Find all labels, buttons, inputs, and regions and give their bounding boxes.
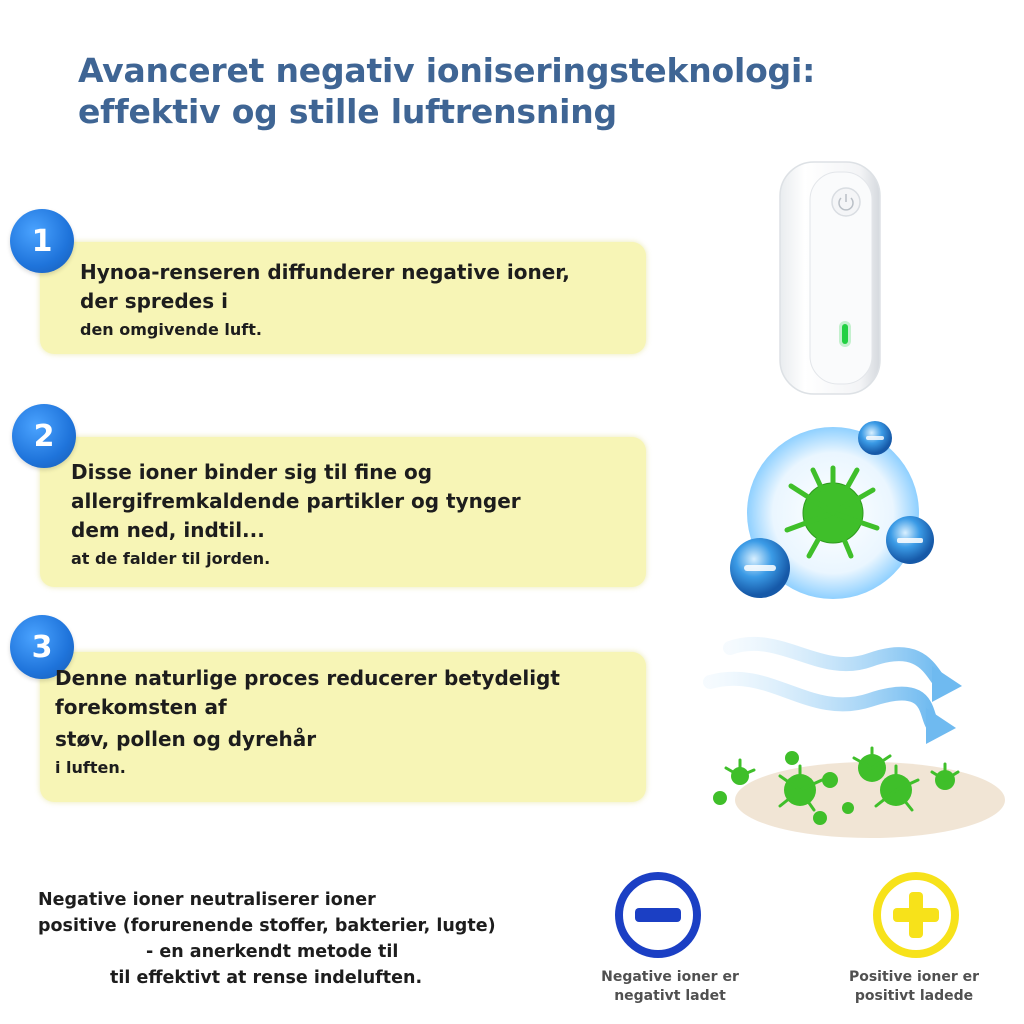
step-2-line-3: dem ned, indtil... [71, 518, 265, 542]
step-2-line-4: at de falder til jorden. [71, 549, 271, 568]
ion-bubble-icon [725, 410, 945, 610]
step-2-line-2: allergifremkaldende partikler og tynger [71, 489, 521, 513]
step-3-text [55, 664, 560, 782]
footer-line-3: - en anerkendt metode til [146, 942, 399, 962]
step-1-number: 1 [31, 223, 53, 259]
step-2-text [71, 458, 521, 573]
step-3-line-3: støv, pollen og dyrehår [55, 727, 317, 751]
negative-label-line-1: Negative ioner er [601, 969, 739, 985]
step-3-line-2: forekomsten af [55, 695, 227, 719]
step-1-badge [10, 209, 74, 273]
ionizer-device-icon [770, 160, 890, 400]
negative-label-line-2: negativt ladet [614, 988, 726, 1004]
step-1-line-2: der spredes i [80, 289, 228, 313]
title-line-2: effektiv og stille luftrensning [78, 92, 617, 131]
minus-circle-icon [613, 870, 703, 960]
footer-line-4: til effektivt at rense indeluften. [110, 968, 423, 988]
negative-ion-label [580, 968, 760, 1006]
step-2-line-1: Disse ioner binder sig til fine og [71, 460, 433, 484]
step-3-number: 3 [31, 629, 53, 665]
step-3-line-4: i luften. [55, 758, 126, 777]
step-1-line-3: den omgivende luft. [80, 320, 262, 339]
step-3-line-1: Denne naturlige proces reducerer betydeligt [55, 666, 560, 690]
step-2-badge [12, 404, 76, 468]
footer-line-1: Negative ioner neutraliserer ioner [38, 890, 376, 910]
step-1-text [80, 258, 570, 344]
footer-line-2: positive (forurenende stoffer, bakterier, lugte) [38, 916, 496, 936]
step-2-number: 2 [33, 418, 55, 454]
air-flow-arrows-icon [700, 630, 1000, 850]
step-1-line-1: Hynoa-renseren diffunderer negative ioner, [80, 260, 570, 284]
plus-circle-icon [871, 870, 961, 960]
title-line-1: Avanceret negativ ioniseringsteknologi: [78, 51, 816, 90]
positive-label-line-2: positivt ladede [854, 988, 974, 1004]
positive-label-line-1: Positive ioner er [848, 969, 980, 985]
page-title [78, 50, 978, 132]
footer-text [20, 887, 590, 991]
positive-ion-label [824, 968, 1004, 1006]
